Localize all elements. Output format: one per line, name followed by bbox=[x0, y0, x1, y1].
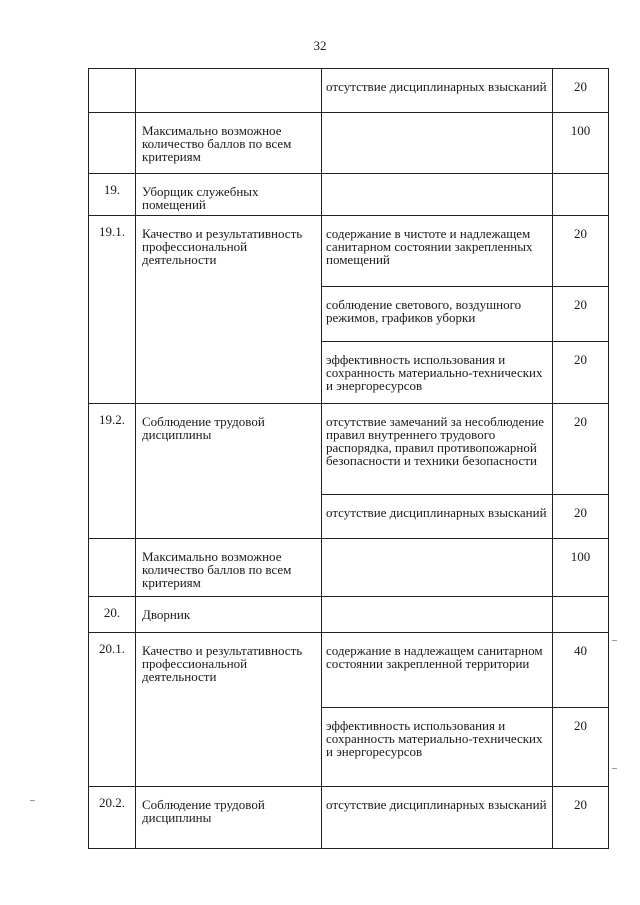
row-number: 20.2. bbox=[89, 787, 136, 849]
indicator-text: эффективность использования и сохранность материально-технических и энергоресурсов bbox=[322, 708, 553, 787]
table-row bbox=[89, 597, 609, 633]
criteria-table bbox=[88, 68, 609, 849]
indicator-text: отсутствие дисциплинарных взысканий bbox=[322, 495, 553, 539]
points-value: 20 bbox=[553, 287, 609, 342]
points-value: 20 bbox=[553, 342, 609, 404]
points-value: 20 bbox=[553, 495, 609, 539]
table-row bbox=[89, 539, 609, 597]
indicator-text bbox=[322, 597, 553, 633]
table-row bbox=[89, 404, 609, 495]
points-value bbox=[553, 174, 609, 216]
criterion-name: Максимально возможное количество баллов по всем критериям bbox=[136, 539, 322, 597]
criterion-name: Соблюдение трудовой дисциплины bbox=[136, 787, 322, 849]
indicator-text bbox=[322, 174, 553, 216]
row-number: 20. bbox=[89, 597, 136, 633]
scan-mark bbox=[30, 800, 35, 801]
criterion-name: Качество и результативность профессиональной деятельности bbox=[136, 633, 322, 787]
points-value: 20 bbox=[553, 216, 609, 287]
indicator-text: эффективность использования и сохранность материально-технических и энергоресурсов bbox=[322, 342, 553, 404]
scan-mark bbox=[612, 640, 617, 641]
row-number: 20.1. bbox=[89, 633, 136, 787]
indicator-text: соблюдение светового, воздушного режимов, графиков уборки bbox=[322, 287, 553, 342]
indicator-text: содержание в чистоте и надлежащем санитарном состоянии закрепленных помещений bbox=[322, 216, 553, 287]
criterion-name: Соблюдение трудовой дисциплины bbox=[136, 404, 322, 539]
row-number bbox=[89, 539, 136, 597]
indicator-text bbox=[322, 113, 553, 174]
indicator-text: отсутствие дисциплинарных взысканий bbox=[322, 787, 553, 849]
indicator-text: отсутствие замечаний за несоблюдение правил внутреннего трудового распорядка, правил противопожарной безопасности и техники безопасности bbox=[322, 404, 553, 495]
table-row bbox=[89, 216, 609, 287]
points-value: 100 bbox=[553, 113, 609, 174]
page-number: 32 bbox=[313, 38, 327, 53]
scan-mark bbox=[612, 768, 617, 769]
criterion-name: Уборщик служебных помещений bbox=[136, 174, 322, 216]
row-number: 19. bbox=[89, 174, 136, 216]
indicator-text bbox=[322, 539, 553, 597]
table-row bbox=[89, 174, 609, 216]
points-value: 20 bbox=[553, 69, 609, 113]
points-value: 100 bbox=[553, 539, 609, 597]
row-number: 19.1. bbox=[89, 216, 136, 404]
table-row bbox=[89, 633, 609, 708]
row-number bbox=[89, 69, 136, 113]
indicator-text: содержание в надлежащем санитарном состоянии закрепленной территории bbox=[322, 633, 553, 708]
table-row bbox=[89, 787, 609, 849]
points-value: 40 bbox=[553, 633, 609, 708]
criterion-name: Дворник bbox=[136, 597, 322, 633]
points-value bbox=[553, 597, 609, 633]
table-row bbox=[89, 113, 609, 174]
points-value: 20 bbox=[553, 787, 609, 849]
criterion-name: Качество и результативность профессиональной деятельности bbox=[136, 216, 322, 404]
criterion-name bbox=[136, 69, 322, 113]
row-number: 19.2. bbox=[89, 404, 136, 539]
points-value: 20 bbox=[553, 404, 609, 495]
row-number bbox=[89, 113, 136, 174]
criterion-name: Максимально возможное количество баллов по всем критериям bbox=[136, 113, 322, 174]
indicator-text: отсутствие дисциплинарных взысканий bbox=[322, 69, 553, 113]
table-row bbox=[89, 69, 609, 113]
points-value: 20 bbox=[553, 708, 609, 787]
